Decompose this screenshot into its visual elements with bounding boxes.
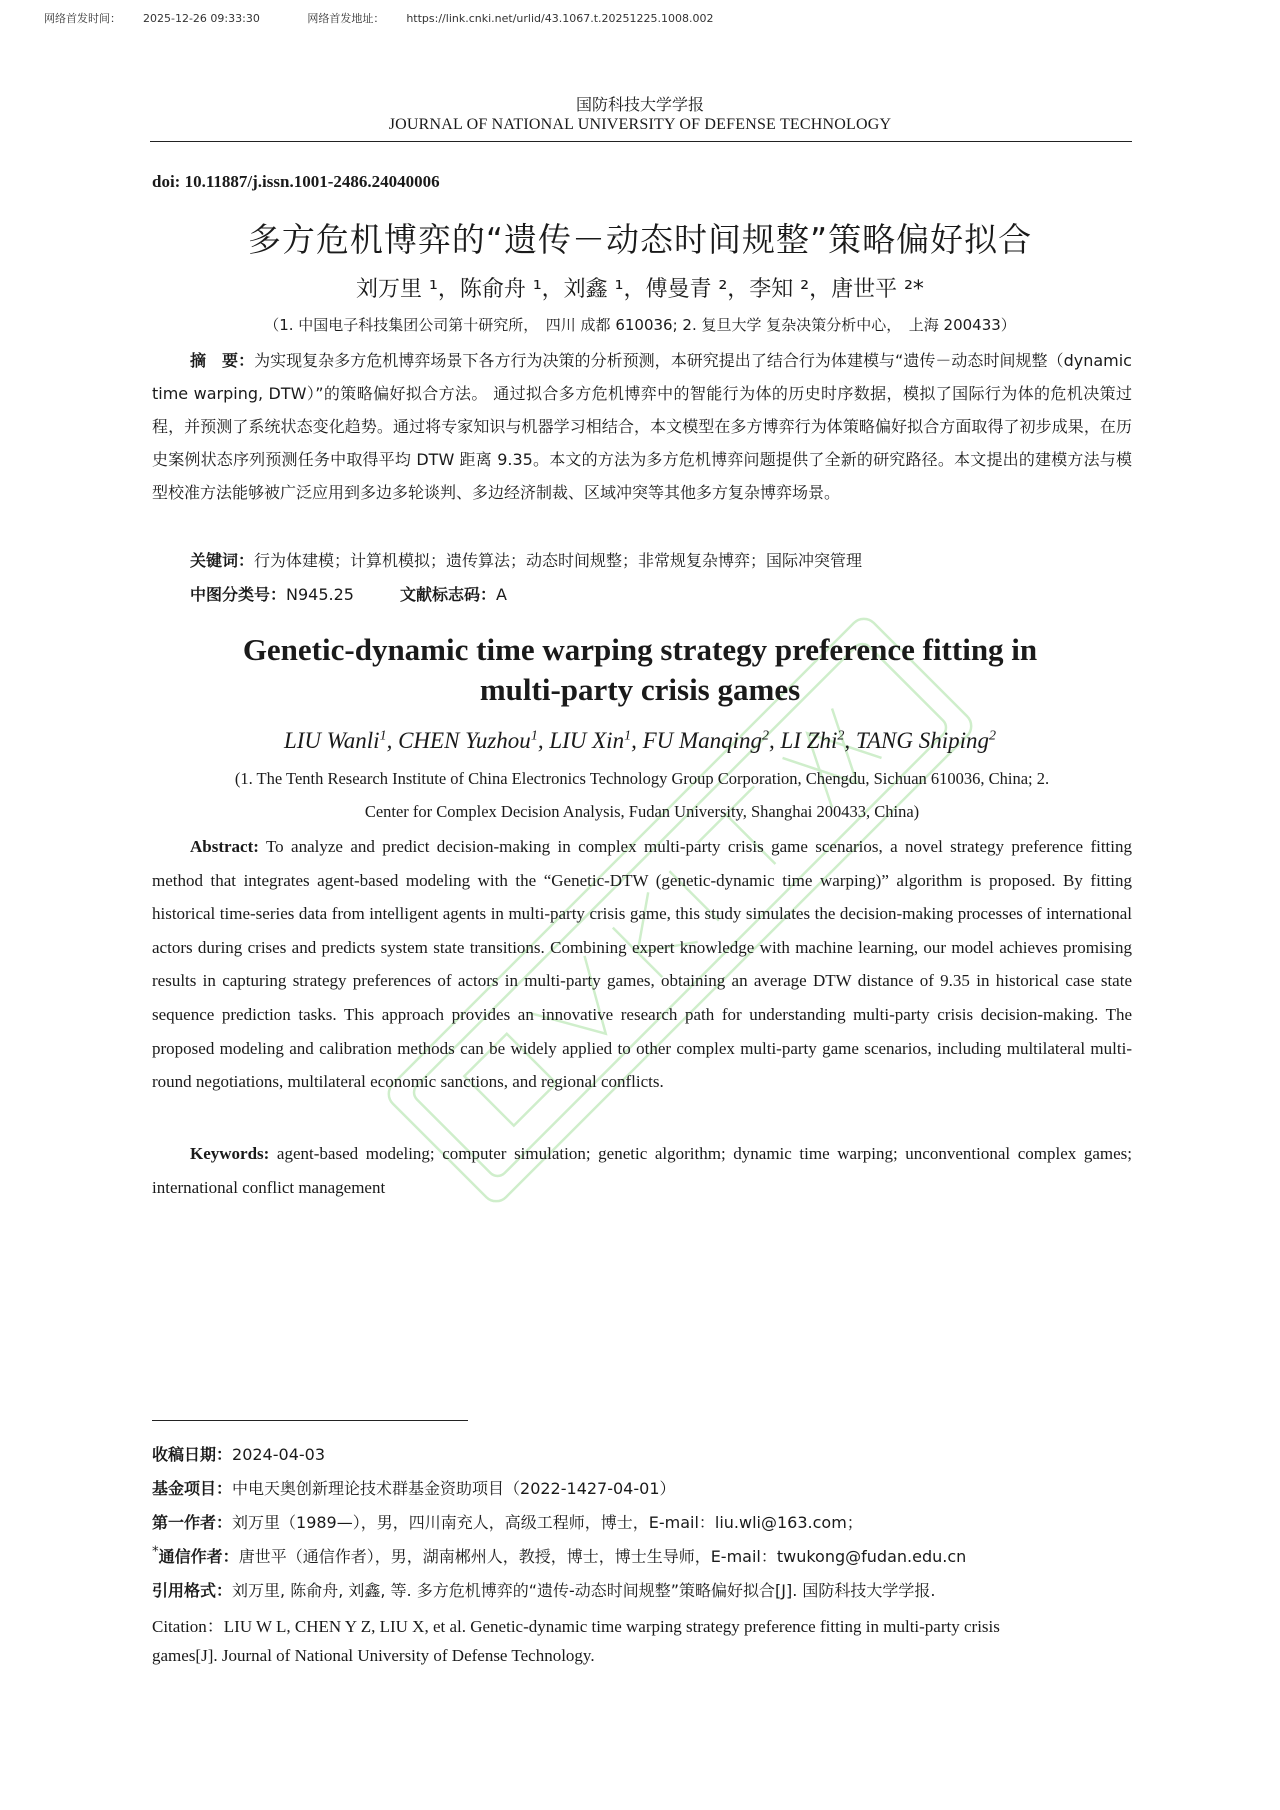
keywords-cn-text: 行为体建模；计算机模拟；遗传算法；动态时间规整；非常规复杂博弈；国际冲突管理 [254,551,863,570]
journal-name-cn: 国防科技大学学报 [575,95,704,114]
received-date [152,1442,1142,1465]
author-en-name: LIU Xin [549,728,625,753]
paper-title-en [0,630,1280,710]
online-time-label: 网络首发时间： [44,12,121,25]
affiliations-en-line2: Center for Complex Decision Analysis, Fudan University, Shanghai 200433, China) [364,802,920,821]
author-en-name: CHEN Yuzhou [398,728,531,753]
author-en-name: TANG Shiping [855,728,990,753]
abstract-en-text: To analyze and predict decision-making in complex multi-party crisis game scenarios, a novel strategy preference fitting method that integrates agent-based modeling with the “Genetic-DTW (genetic-dynamic time warping)” algorithm is proposed. By fitting historical time-series data from intelligent agents in multi-party crisis game, this study simulates the decision-making processes of international actors during crises and predicts system state transitions. Combining expert knowledge with machine learning, our model achieves promising results in capturing strategy preferences of actors in multi-party games, obtaining an average DTW distance of 9.35 in historical case state sequence prediction tasks. This approach provides an innovative research path for understanding multi-party crisis decision-making. The proposed modeling and calibration methods can be widely applied to other complex multi-party game scenarios, including multilateral multi-round negotiations, multilateral economic sanctions, and regional conflicts. [152,837,1132,1092]
journal-name-en: JOURNAL OF NATIONAL UNIVERSITY OF DEFENSE TECHNOLOGY [388,116,892,133]
author-en-affiliation-mark: 2 [762,728,770,744]
clc-value: N945.25 [286,585,354,604]
online-time-value: 2025-12-26 09:33:30 [143,12,260,25]
authors-cn: 刘万里 ¹，陈俞舟 ¹，刘鑫 ¹，傅曼青 ²，李知 ²，唐世平 ²* [356,277,924,302]
citation-format-cn [152,1578,1142,1601]
author-en-affiliation-mark: 2 [837,728,845,744]
corresponding-value: 唐世平（通信作者），男，湖南郴州人，教授，博士，博士生导师，E-mail：twukong@fudan.edu.cn [238,1547,967,1566]
online-address-link[interactable]: https://link.cnki.net/urlid/43.1067.t.20251225.1008.002 [406,12,714,25]
online-address-label: 网络首发地址： [307,12,385,25]
fund-project [152,1476,1142,1499]
keywords-en [152,1137,1132,1204]
authors-en: LIU Wanli$^1$, CHEN Yuzhou$^1$, LIU Xin$^1$, FU Manqing$^2$, LI Zhi$^2$, TANG Shiping$^2$ [283,728,997,753]
paper-title-en-line2: multi-party crisis games [479,672,801,707]
doi[interactable]: doi: 10.11887/j.issn.1001-2486.24040006 [152,172,440,191]
author-en-affiliation-mark: 1 [379,728,387,744]
corresponding-author [152,1544,1142,1567]
keywords-cn [190,548,862,571]
doc-code-label: 文献标志码： [399,585,496,604]
first-author-label: 第一作者： [152,1513,233,1532]
header-divider [150,141,1132,142]
abstract-cn [152,344,1132,509]
affiliations-cn: （1. 中国电子科技集团公司第十研究所， 四川 成都 610036; 2. 复旦大学 复杂决策分析中心， 上海 200433） [264,316,1016,334]
author-en-affiliation-mark: 1 [530,728,538,744]
cite-label: 引用格式： [152,1581,233,1600]
citation-en-line1: Citation：LIU W L, CHEN Y Z, LIU X, et al. Genetic-dynamic time warping strategy preference fitting in multi-party crisis [152,1617,1000,1636]
author-en-affiliation-mark: 1 [624,728,632,744]
abstract-cn-text: 为实现复杂多方危机博弈场景下各方行为决策的分析预测，本研究提出了结合行为体建模与“遗传－动态时间规整（dynamic time warping, DTW）”的策略偏好拟合方法。 通过拟合多方危机博弈中的智能行为体的历史时序数据，模拟了国际行为体的危机决策过程，并预测了系统状态变化趋势。通过将专家知识与机器学习相结合，本文模型在多方博弈行为体策略偏好拟合方面取得了初步成果，在历史案例状态序列预测任务中取得平均 DTW 距离 9.35。本文的方法为多方危机博弈问题提供了全新的研究路径。本文提出的建模方法与模型校准方法能够被广泛应用到多边多轮谈判、多边经济制裁、区域冲突等其他多方复杂博弈场景。 [152,351,1132,502]
paper-title-en-line1: Genetic-dynamic time warping strategy preference fitting in [242,632,1038,667]
keywords-cn-label: 关键词： [190,551,255,570]
corresponding-label: 通信作者： [158,1547,239,1566]
abstract-cn-label: 摘 要： [190,351,255,370]
keywords-en-label: Keywords: [190,1144,270,1163]
fund-value: 中电天奥创新理论技术群基金资助项目（2022-1427-04-01） [232,1479,676,1498]
affiliations-en [150,762,1134,828]
first-author-value: 刘万里（1989—），男，四川南充人，高级工程师，博士，E-mail：liu.wli@163.com； [232,1513,863,1532]
keywords-en-text: agent-based modeling; computer simulation; genetic algorithm; dynamic time warping; unconventional complex games; international conflict management [152,1144,1132,1197]
fund-label: 基金项目： [152,1479,233,1498]
abstract-en [152,830,1132,1099]
author-en-name: LIU Wanli [283,728,380,753]
affiliations-en-line1: (1. The Tenth Research Institute of China Electronics Technology Group Corporation, Chengdu, Sichuan 610036, China; 2. [234,769,1050,788]
corresponding-mark: * [152,1544,159,1560]
first-author [152,1510,1142,1533]
received-value: 2024-04-03 [232,1445,325,1464]
doc-code-value: A [495,585,507,604]
online-first-meta [44,10,757,26]
received-label: 收稿日期： [152,1445,233,1464]
footnote-divider [152,1420,468,1421]
author-en-name: FU Manqing [642,728,763,753]
abstract-en-label: Abstract: [190,837,259,856]
paper-title-cn: 多方危机博弈的“遗传－动态时间规整”策略偏好拟合 [247,220,1033,259]
citation-en-line2: games[J]. Journal of National University of Defense Technology. [152,1646,595,1665]
classification-line [190,582,507,605]
cite-value: 刘万里, 陈俞舟, 刘鑫, 等. 多方危机博弈的“遗传-动态时间规整”策略偏好拟合[J]. 国防科技大学学报. [232,1581,936,1600]
author-en-name: LI Zhi [780,728,838,753]
author-en-affiliation-mark: 2 [989,728,997,744]
clc-label: 中图分类号： [190,585,287,604]
